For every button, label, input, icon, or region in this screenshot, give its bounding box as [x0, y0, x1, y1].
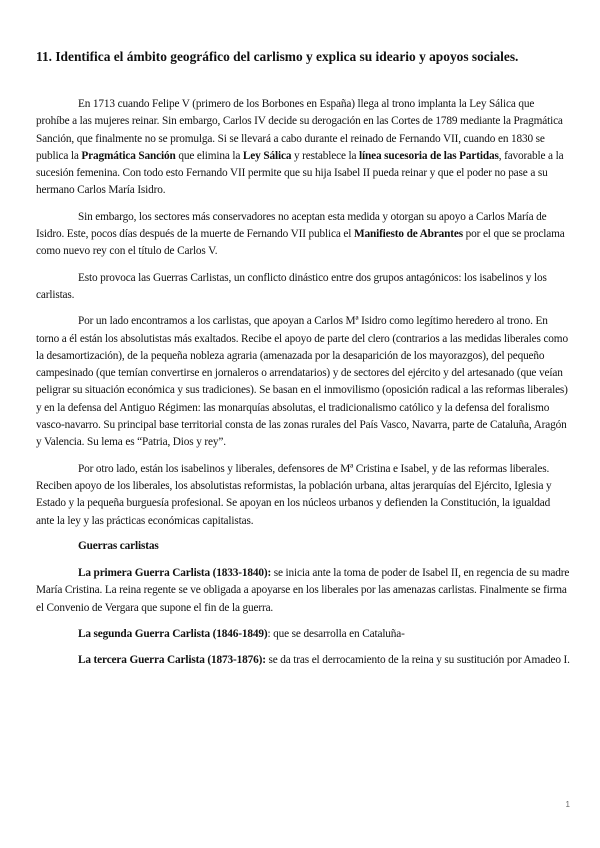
section-title-text: Guerras carlistas [78, 539, 159, 552]
bold-term: La primera Guerra Carlista (1833-1840): [78, 567, 272, 580]
text-run: y restablece la [291, 149, 360, 162]
text-run: , favorable a la sucesión femenina. Con todo esto Fernando VII permite que su hija Isabel II pueda reinar y que el poder no pase a su hermano Carlos María Isidro. [36, 149, 564, 197]
paragraph-war-3 [36, 652, 570, 669]
text-run: por el que se proclama como nuevo rey con el título de Carlos V. [36, 228, 565, 258]
paragraph-abrantes [36, 209, 570, 261]
text-run: se inicia ante la toma de poder de Isabel II, en regencia de su madre María Cristina. La reina regente se ve obligada a apoyarse en los liberales por las amenazas carlistas. Finalmente se firma el Convenio de Vergara que supone el fin de la guerra. [36, 567, 570, 614]
paragraph-ley-salica [36, 96, 570, 200]
section-title [36, 538, 570, 555]
bold-term: La tercera Guerra Carlista (1873-1876): [78, 654, 266, 667]
text-run: que elimina la [175, 149, 243, 162]
page-number: 1 [565, 800, 570, 809]
paragraph-carlistas: Por un lado encontramos a los carlistas, que apoyan a Carlos Mª Isidro como legítimo heredero al trono. En torno a él están los absolutistas más exaltados. Recibe el apoyo de parte del clero (contrarios a las medidas liberales como la desamortización), de la pequeña nobleza agraria (amenazada por la desaparición de los mayorazgos), del pequeño campesinado (que temían convertirse en jornaleros o arrendatarios) y de sectores del ejército y del artesanado (que veían peligrar su situación económica y sus tradiciones). Se basan en el inmovilismo (oposición radical a las reformas liberales) y en la defensa del Antiguo Régimen: las monarquías absolutas, el tradicionalismo católico y la defensa del foralismo vasco-navarro. Su principal base territorial consta de las zonas rurales del País Vasco, Navarra, parte de Cataluña, Aragón y Valencia. Su lema es “Patria, Dios y rey”. [36, 315, 568, 449]
paragraph-guerras: Esto provoca las Guerras Carlistas, un conflicto dinástico entre dos grupos antagónicos: los isabelinos y los carlistas. [36, 271, 547, 301]
bold-term: Pragmática Sanción [81, 149, 176, 162]
paragraph-isabelinos: Por otro lado, están los isabelinos y liberales, defensores de Mª Cristina e Isabel, y de las reformas liberales. Reciben apoyo de los liberales, los absolutistas reformistas, la población urbana, altas jerarquías del Ejército, Iglesia y Estado y la pequeña burguesía profesional. Se apoyan en los núcleos urbanos y defienden la Constitución, la igualdad ante la ley y las prácticas económicas capitalistas. [36, 462, 552, 527]
bold-term: Manifiesto de Abrantes [353, 228, 463, 241]
question-heading: 11. Identifica el ámbito geográfico del carlismo y explica su ideario y apoyos sociales. [36, 49, 519, 64]
paragraph-war-2 [36, 626, 570, 643]
bold-term: línea sucesoria de las Partidas [359, 149, 499, 162]
bold-term: Ley Sálica [242, 149, 292, 162]
text-run: En 1713 cuando Felipe V (primero de los Borbones en España) llega al trono implanta la Ley Sálica que prohíbe a las mujeres reinar. Sin embargo, Carlos IV decide su derogación en las Cortes de 1789 mediante la Pragmática Sanción, que finalmente no se promulga. Si se llevará a cabo durante el reinado de Fernando VII, cuando en 1830 se publica la [36, 98, 563, 162]
bold-term: La segunda Guerra Carlista (1846-1849) [78, 628, 268, 641]
text-run: se da tras el derrocamiento de la reina y su sustitución por Amadeo I. [265, 654, 570, 667]
paragraph-war-1 [36, 565, 570, 617]
text-run: Sin embargo, los sectores más conservadores no aceptan esta medida y otorgan su apoyo a Carlos María de Isidro. Este, pocos días después de la muerte de Fernando VII publica el [36, 210, 547, 241]
text-run: : que se desarrolla en Cataluña- [267, 628, 405, 641]
document-body [36, 96, 570, 679]
